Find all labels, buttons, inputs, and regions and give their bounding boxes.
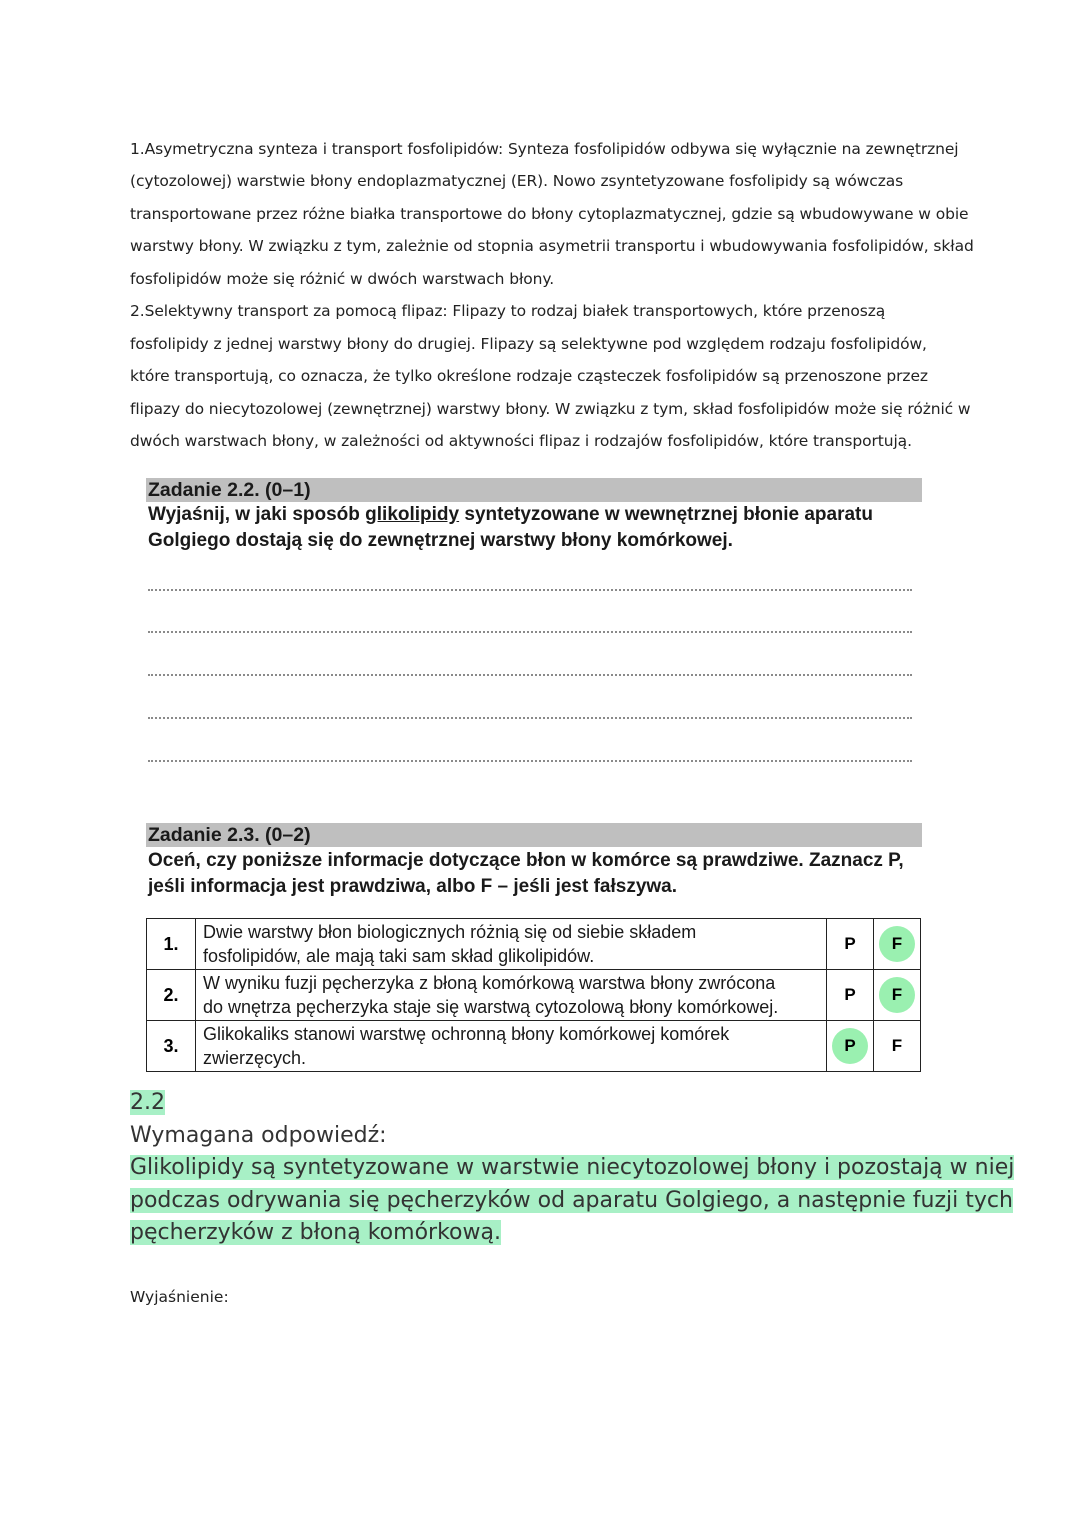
answer-dotted-line[interactable] xyxy=(148,674,912,676)
row-number: 1. xyxy=(147,919,196,970)
option-f[interactable]: F xyxy=(874,970,921,1021)
question-text: Wyjaśnij, w jaki sposób xyxy=(148,504,366,525)
task-question xyxy=(148,502,928,553)
paragraph-line: warstwy błony. W związku z tym, zależnie od stopnia asymetrii transportu i wbudowywania fosfolipidów, skład xyxy=(130,237,974,255)
answer-label: Wymagana odpowiedź: xyxy=(130,1123,387,1148)
paragraph-line: fosfolipidów może się różnić w dwóch warstwach błony. xyxy=(130,270,555,288)
paragraph-line: 1.Asymetryczna synteza i transport fosfolipidów: Synteza fosfolipidów odbywa się wyłącznie na zewnętrznej xyxy=(130,140,959,158)
answer-dotted-line[interactable] xyxy=(148,631,912,633)
table-row xyxy=(147,1021,921,1072)
answer-dotted-line[interactable] xyxy=(148,717,912,719)
row-number: 2. xyxy=(147,970,196,1021)
question-text: Golgiego dostają się do zewnętrznej warstwy błony komórkowej. xyxy=(148,529,733,551)
table-row xyxy=(147,970,921,1021)
paragraph-line: które transportują, co oznacza, że tylko określone rodzaje cząsteczek fosfolipidów są przenoszone przez xyxy=(130,367,928,385)
answer-line: pęcherzyków z błoną komórkową. xyxy=(130,1220,501,1245)
paragraph-line: dwóch warstwach błony, w zależności od aktywności flipaz i rodzajów fosfolipidów, które transportują. xyxy=(130,432,912,450)
question-text: Oceń, czy poniższe informacje dotyczące błon w komórce są prawdziwe. Zaznacz P, xyxy=(148,850,904,871)
task-question xyxy=(148,848,928,899)
answer-section-number: 2.2 xyxy=(130,1090,165,1115)
table-row xyxy=(147,919,921,970)
option-f[interactable]: F xyxy=(874,919,921,970)
question-text: jeśli informacja jest prawdziwa, albo F – jeśli jest fałszywa. xyxy=(148,875,678,897)
explanation-label: Wyjaśnienie: xyxy=(130,1288,229,1306)
option-f[interactable]: F xyxy=(874,1021,921,1072)
option-p[interactable]: P xyxy=(827,970,874,1021)
row-statement: W wyniku fuzji pęcherzyka z błoną komórkową warstwa błony zwrócona do wnętrza pęcherzyka staje się warstwą cytozolową błony komórkowej. xyxy=(196,970,827,1021)
true-false-table xyxy=(146,918,921,1072)
row-statement: Dwie warstwy błon biologicznych różnią się od siebie składem fosfolipidów, ale mają taki sam skład glikolipidów. xyxy=(196,919,827,970)
answer-line: podczas odrywania się pęcherzyków od aparatu Golgiego, a następnie fuzji tych xyxy=(130,1188,1013,1213)
paragraph-line: 2.Selektywny transport za pomocą flipaz: Flipazy to rodzaj białek transportowych, które przenoszą xyxy=(130,302,886,320)
answer-dotted-line[interactable] xyxy=(148,589,912,591)
question-underlined-term: glikolipidy xyxy=(365,504,460,525)
paragraph-line: fosfolipidy z jednej warstwy błony do drugiej. Flipazy są selektywne pod względem rodzaju fosfolipidów, xyxy=(130,335,927,353)
row-number: 3. xyxy=(147,1021,196,1072)
answer-dotted-line[interactable] xyxy=(148,760,912,762)
option-p[interactable]: P xyxy=(827,919,874,970)
row-statement: Glikokaliks stanowi warstwę ochronną błony komórkowej komórek zwierzęcych. xyxy=(196,1021,827,1072)
task-title: Zadanie 2.3. (0–2) xyxy=(148,824,311,846)
option-p[interactable]: P xyxy=(827,1021,874,1072)
paragraph-line: flipazy do niecytozolowej (zewnętrznej) warstwy błony. W związku z tym, skład fosfolipidów może się różnić w xyxy=(130,400,971,418)
task-title: Zadanie 2.2. (0–1) xyxy=(148,479,311,501)
answer-line: Glikolipidy są syntetyzowane w warstwie niecytozolowej błony i pozostają w niej xyxy=(130,1155,1015,1180)
question-text: syntetyzowane w wewnętrznej błonie aparatu xyxy=(459,504,873,525)
paragraph-line: (cytozolowej) warstwie błony endoplazmatycznej (ER). Nowo zsyntetyzowane fosfolipidy są wówczas xyxy=(130,172,904,190)
paragraph-line: transportowane przez różne białka transportowe do błony cytoplazmatycznej, gdzie są wbudowywane w obie xyxy=(130,205,969,223)
